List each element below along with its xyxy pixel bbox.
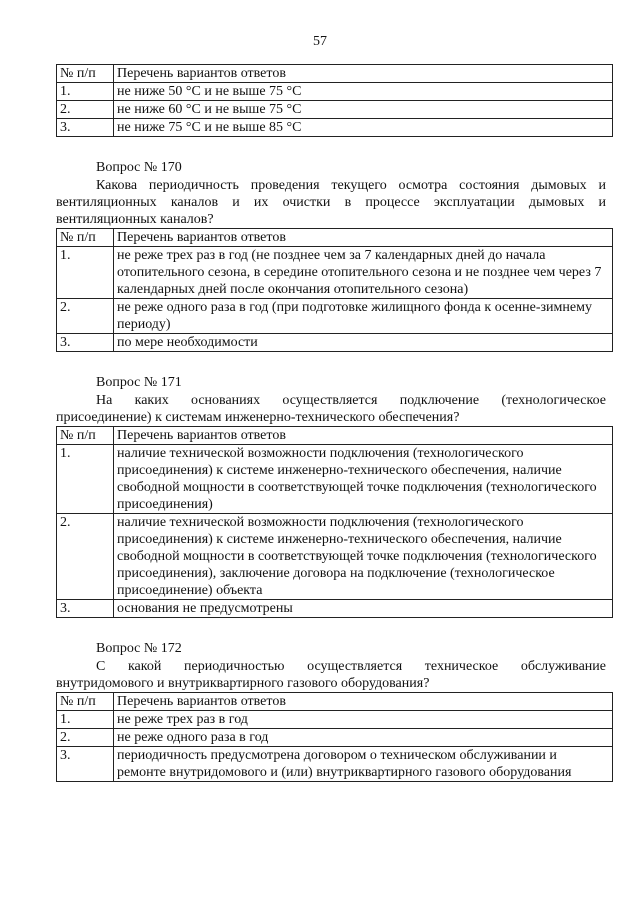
- row-answer: наличие технической возможности подключения (технологического присоединения) к системе инженерно-технического обеспечения, наличие свободной мощности в соответствующей точке подключения (технологического присоединения), заключение договора на подключение (технологическое присоединение) объекта: [114, 514, 613, 600]
- answers-table: [56, 64, 613, 137]
- row-number: 3.: [57, 600, 114, 618]
- header-answers: Перечень вариантов ответов: [114, 65, 613, 83]
- header-number: № п/п: [57, 229, 114, 247]
- table-row: [57, 747, 613, 782]
- header-answers: Перечень вариантов ответов: [114, 427, 613, 445]
- row-number: 3.: [57, 119, 114, 137]
- answers-table: [56, 228, 613, 352]
- answers-table: [56, 426, 613, 618]
- row-number: 3.: [57, 334, 114, 352]
- question-text: На каких основаниях осуществляется подключение (технологическое присоединение) к системам инженерно-технического обеспечения?: [56, 393, 606, 425]
- table-row: [57, 445, 613, 514]
- header-answers: Перечень вариантов ответов: [114, 693, 613, 711]
- header-number: № п/п: [57, 693, 114, 711]
- page-number: 57: [313, 34, 327, 49]
- header-answers: Перечень вариантов ответов: [114, 229, 613, 247]
- table-row: [57, 299, 613, 334]
- row-number: 2.: [57, 101, 114, 119]
- table-row: [57, 247, 613, 299]
- row-answer: не реже трех раз в год: [114, 711, 613, 729]
- answers-table: [56, 692, 613, 782]
- row-answer: не реже трех раз в год (не позднее чем за 7 календарных дней до начала отопительного сезона, в середине отопительного сезона и не позднее чем через 7 календарных дней после окончания отопительного сезона): [114, 247, 613, 299]
- table-header-row: [57, 693, 613, 711]
- table-row: [57, 83, 613, 101]
- row-number: 2.: [57, 299, 114, 334]
- table-header-row: [57, 427, 613, 445]
- row-answer: не ниже 60 °С и не выше 75 °С: [114, 101, 613, 119]
- row-answer: периодичность предусмотрена договором о техническом обслуживании и ремонте внутридомового и (или) внутриквартирного газового оборудования: [114, 747, 613, 782]
- table-row: [57, 600, 613, 618]
- table-row: [57, 514, 613, 600]
- table-row: [57, 729, 613, 747]
- row-number: 1.: [57, 445, 114, 514]
- question-172: [56, 640, 608, 782]
- row-number: 2.: [57, 729, 114, 747]
- row-answer: не ниже 75 °С и не выше 85 °С: [114, 119, 613, 137]
- table-row: [57, 334, 613, 352]
- question-title: Вопрос № 171: [96, 375, 182, 390]
- question-170: [56, 159, 608, 352]
- header-number: № п/п: [57, 427, 114, 445]
- table-row: [57, 101, 613, 119]
- row-answer: не реже одного раза в год: [114, 729, 613, 747]
- row-number: 1.: [57, 711, 114, 729]
- table-row: [57, 119, 613, 137]
- table-header-row: [57, 229, 613, 247]
- question-title: Вопрос № 172: [96, 641, 182, 656]
- header-number: № п/п: [57, 65, 114, 83]
- row-number: 2.: [57, 514, 114, 600]
- document-content: [56, 64, 608, 782]
- question-text: Какова периодичность проведения текущего осмотра состояния дымовых и вентиляционных каналов и их очистки в процессе эксплуатации дымовых и вентиляционных каналов?: [56, 178, 606, 227]
- row-answer: наличие технической возможности подключения (технологического присоединения) к системе инженерно-технического обеспечения, наличие свободной мощности в соответствующей точке подключения (технологического присоединения): [114, 445, 613, 514]
- table-row: [57, 711, 613, 729]
- row-answer: не реже одного раза в год (при подготовке жилищного фонда к осенне-зимнему периоду): [114, 299, 613, 334]
- table-header-row: [57, 65, 613, 83]
- row-number: 1.: [57, 83, 114, 101]
- question-text: С какой периодичностью осуществляется техническое обслуживание внутридомового и внутриквартирного газового оборудования?: [56, 659, 606, 691]
- row-answer: не ниже 50 °С и не выше 75 °С: [114, 83, 613, 101]
- question-title: Вопрос № 170: [96, 160, 182, 175]
- row-answer: по мере необходимости: [114, 334, 613, 352]
- question-171: [56, 374, 608, 618]
- row-number: 1.: [57, 247, 114, 299]
- row-answer: основания не предусмотрены: [114, 600, 613, 618]
- row-number: 3.: [57, 747, 114, 782]
